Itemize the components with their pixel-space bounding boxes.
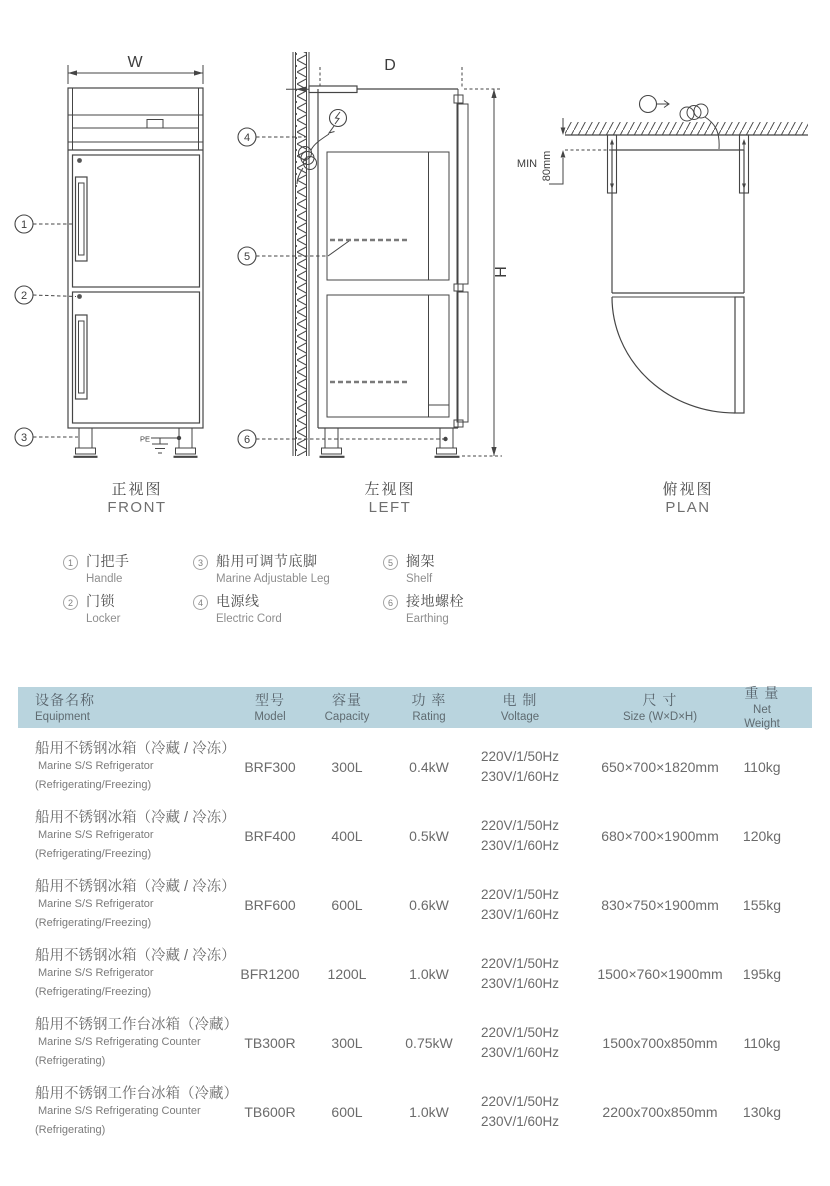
cell-equipment: 船用不锈钢冰箱（冷藏 / 冷冻） Marine S/S Refrigerator (Refrigerating/Freezing)	[35, 810, 236, 860]
cell-capacity: 1200L	[327, 965, 367, 982]
lower-door-handle	[76, 315, 88, 399]
header-model: 型号 Model	[254, 691, 286, 723]
table-row	[18, 1008, 812, 1077]
svg-text:2: 2	[20, 290, 28, 302]
min-label: MIN	[516, 158, 538, 170]
cell-capacity: 600L	[331, 896, 363, 913]
callout-3	[15, 428, 78, 446]
open-door	[735, 297, 744, 413]
cell-capacity: 400L	[331, 827, 363, 844]
header-size: 尺 寸 Size (W×D×H)	[622, 691, 698, 723]
cell-equipment: 船用不锈钢工作台冰箱（冷藏） Marine S/S Refrigerating Counter (Refrigerating)	[35, 1017, 238, 1067]
legend-num-6: 6	[383, 595, 398, 610]
cell-voltage: 220V/1/50Hz 230V/1/60Hz	[480, 886, 560, 922]
legend-item-leg	[193, 553, 330, 586]
cell-size: 2200x700x850mm	[602, 1103, 718, 1120]
left-caption-en: LEFT	[368, 499, 412, 516]
cell-weight: 120kg	[742, 827, 782, 844]
cell-equipment: 船用不锈钢冰箱（冷藏 / 冷冻） Marine S/S Refrigerator (Refrigerating/Freezing)	[35, 879, 236, 929]
table-row	[18, 732, 812, 801]
cell-rating: 0.75kW	[405, 1034, 453, 1051]
legend-zh: 接地螺栓	[406, 593, 464, 609]
legend-en: Earthing	[406, 613, 449, 625]
legend-zh: 搁架	[406, 553, 435, 569]
table-row	[18, 801, 812, 870]
callout-5	[238, 247, 328, 265]
wall-brackets	[608, 135, 749, 193]
header-rating: 功 率 Rating	[411, 691, 447, 723]
front-width-label: W	[127, 54, 143, 71]
legend-zh: 门把手	[86, 553, 130, 569]
legend-item-cord	[193, 593, 282, 626]
cell-size: 830×750×1900mm	[601, 896, 719, 913]
callout-2	[15, 286, 76, 304]
svg-text:6: 6	[243, 434, 251, 446]
plan-caption-en: PLAN	[665, 499, 711, 516]
wall-section	[293, 52, 309, 456]
cell-weight: 130kg	[742, 1103, 782, 1120]
pe-label: PE	[139, 434, 150, 444]
clearance-dimension	[517, 118, 565, 184]
front-caption-zh: 正视图	[111, 481, 163, 498]
cell-rating: 0.6kW	[409, 896, 449, 913]
legend-en: Marine Adjustable Leg	[216, 573, 330, 585]
legend-item-handle	[63, 553, 130, 586]
cell-model: TB300R	[244, 1034, 296, 1051]
cell-rating: 1.0kW	[409, 1103, 449, 1120]
cell-equipment: 船用不锈钢冰箱（冷藏 / 冷冻） Marine S/S Refrigerator (Refrigerating/Freezing)	[35, 948, 236, 998]
clearance-label: 80mm	[541, 150, 553, 182]
table-body	[18, 732, 812, 1146]
cell-model: TB600R	[244, 1103, 296, 1120]
cell-weight: 110kg	[743, 1034, 781, 1051]
legend-num-5: 5	[383, 555, 398, 570]
legend-zh: 门锁	[86, 593, 115, 609]
cell-size: 1500×760×1900mm	[597, 965, 723, 982]
drawing-canvas	[0, 0, 830, 530]
upper-door-handle	[76, 177, 88, 261]
left-depth-label: D	[384, 57, 396, 74]
spec-table-header	[18, 684, 812, 730]
left-view	[238, 52, 510, 516]
cell-capacity: 300L	[331, 758, 363, 775]
legend-item-shelf	[383, 553, 435, 586]
table-row	[18, 939, 812, 1008]
legend-en: Handle	[86, 573, 123, 585]
cell-model: BFR1200	[240, 965, 300, 982]
cell-rating: 1.0kW	[409, 965, 449, 982]
cell-equipment: 船用不锈钢冰箱（冷藏 / 冷冻） Marine S/S Refrigerator (Refrigerating/Freezing)	[35, 741, 236, 791]
cell-equipment: 船用不锈钢工作台冰箱（冷藏） Marine S/S Refrigerating Counter (Refrigerating)	[35, 1086, 238, 1136]
cell-size: 650×700×1820mm	[601, 758, 719, 775]
callout-1	[15, 215, 76, 233]
cell-model: BRF600	[244, 896, 296, 913]
cell-voltage: 220V/1/50Hz 230V/1/60Hz	[480, 1093, 560, 1129]
legend-num-3: 3	[193, 555, 208, 570]
upper-door-lock	[77, 158, 82, 163]
technical-drawings	[0, 0, 830, 530]
legend-en: Shelf	[406, 573, 433, 585]
cell-model: BRF300	[244, 758, 296, 775]
legend-en: Electric Cord	[216, 613, 282, 625]
svg-text:4: 4	[243, 132, 251, 144]
cell-rating: 0.5kW	[409, 827, 449, 844]
header-weight: 重 量 Net Weight	[744, 684, 780, 730]
svg-text:3: 3	[20, 432, 28, 444]
cell-capacity: 600L	[331, 1103, 363, 1120]
front-legs	[74, 428, 198, 457]
table-row	[18, 1077, 812, 1146]
cell-size: 680×700×1900mm	[601, 827, 719, 844]
cell-weight: 110kg	[743, 758, 781, 775]
cell-size: 1500x700x850mm	[602, 1034, 718, 1051]
legend-zh: 船用可调节底脚	[216, 553, 318, 569]
header-voltage: 电 制 Voltage	[500, 691, 540, 723]
cell-capacity: 300L	[331, 1034, 363, 1051]
door-swing-arc	[612, 297, 735, 413]
cell-model: BRF400	[244, 827, 296, 844]
cell-voltage: 220V/1/50Hz 230V/1/60Hz	[480, 1024, 560, 1060]
svg-text:5: 5	[243, 251, 251, 263]
front-caption-en: FRONT	[107, 499, 167, 516]
legend-item-locker	[63, 593, 121, 626]
front-view	[15, 54, 203, 516]
lower-door-lock	[77, 294, 82, 299]
legend-item-earthing	[383, 593, 464, 626]
legend-zh: 电源线	[216, 593, 260, 609]
legend-num-4: 4	[193, 595, 208, 610]
left-height-label: H	[493, 266, 510, 278]
cell-voltage: 220V/1/50Hz 230V/1/60Hz	[480, 955, 560, 991]
plan-caption-zh: 俯视图	[662, 481, 714, 498]
cell-voltage: 220V/1/50Hz 230V/1/60Hz	[480, 817, 560, 853]
cell-weight: 195kg	[742, 965, 782, 982]
plan-view	[517, 96, 808, 517]
cell-rating: 0.4kW	[409, 758, 449, 775]
legend-en: Locker	[86, 613, 121, 625]
header-capacity: 容量 Capacity	[324, 691, 370, 723]
control-panel	[147, 120, 163, 129]
callout-6	[238, 430, 448, 448]
upper-door	[73, 155, 200, 287]
lower-door	[73, 292, 200, 423]
header-equipment: 设备名称 Equipment	[35, 691, 95, 723]
cell-voltage: 220V/1/50Hz 230V/1/60Hz	[480, 748, 560, 784]
table-row	[18, 870, 812, 939]
legend-num-2: 2	[63, 595, 78, 610]
cell-weight: 155kg	[742, 896, 782, 913]
svg-text:1: 1	[20, 219, 28, 231]
left-view-legs	[320, 428, 460, 457]
left-caption-zh: 左视图	[364, 481, 416, 498]
legend-num-1: 1	[63, 555, 78, 570]
